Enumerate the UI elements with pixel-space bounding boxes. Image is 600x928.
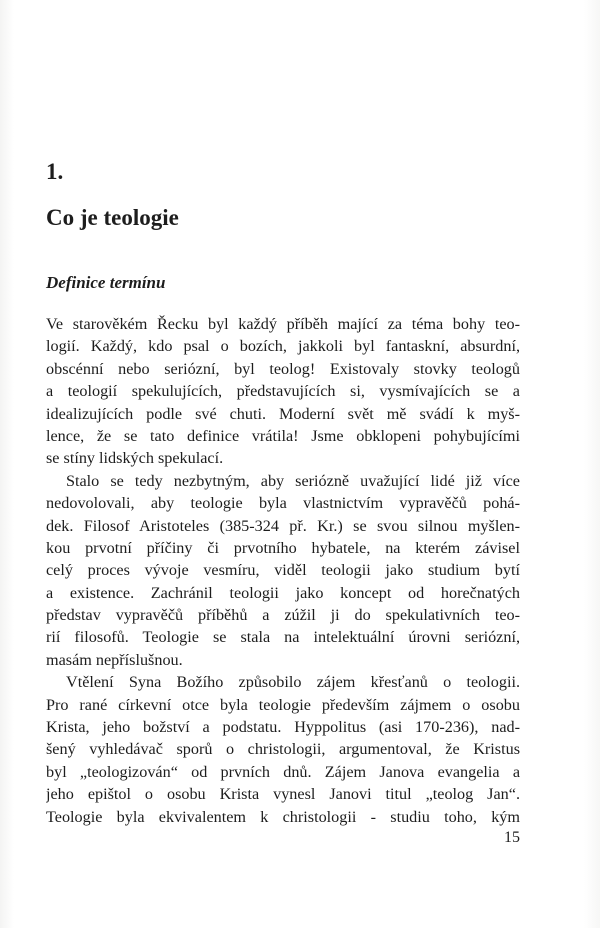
text-line: lence, že se tato definice vrátila! Jsme obklopeni pohybujícími — [46, 426, 520, 445]
text-line: Stalo se tedy nezbytným, aby seriózně uvažující lidé již více — [66, 471, 520, 490]
text-line: šený vyhledávač sporů o christologii, argumentoval, že Kristus — [46, 740, 520, 759]
text-line: představ vypravěčů příběhů a zúžil ji do spekulativních teo- — [46, 606, 520, 625]
text-line: idealizujících podle své chuti. Moderní svět mě svádí k myš- — [46, 404, 520, 423]
text-line: dek. Filosof Aristoteles (385-324 př. Kr.) se svou silnou myšlen- — [46, 516, 520, 535]
text-line: Krista, jeho božství a podstatu. Hyppolitus (asi 170-236), nad- — [46, 718, 520, 737]
text-line: Teologie byla ekvivalentem k christologii - studiu toho, kým — [46, 807, 520, 826]
text-line: a teologií spekulujících, představujících si, vysmívajících se a — [46, 382, 520, 401]
text-line: celý proces vývoje vesmíru, viděl teologii jako studium bytí — [46, 561, 520, 580]
body-text — [46, 313, 520, 828]
text-line: obscénní nebo seriózní, byl teolog! Existovaly stovky teologů — [46, 359, 520, 378]
text-line: masám nepříslušnou. — [46, 650, 183, 669]
section-title: Definice termínu — [46, 273, 166, 292]
chapter-number: 1. — [46, 159, 64, 184]
chapter-title: Co je teologie — [46, 205, 179, 230]
text-line: jeho epištol o osobu Krista vynesl Janovi titul „teolog Jan“. — [46, 785, 520, 804]
text-line: logií. Každý, kdo psal o bozích, jakkoli byl fantaskní, absurdní, — [46, 337, 520, 356]
text-line: Ve starověkém Řecku byl každý příběh mající za téma bohy teo- — [46, 315, 520, 333]
text-line: a existence. Zachránil teologii jako koncept od horečnatých — [46, 583, 520, 602]
text-line: Pro rané církevní otce byla teologie především zájmem o osobu — [46, 695, 520, 714]
text-line: se stíny lidských spekulací. — [46, 449, 224, 468]
text-line: kou prvotní příčiny či prvotního hybatele, na kterém závisel — [46, 538, 520, 557]
text-line: rií filosofů. Teologie se stala na intelektuální úrovni seriózní, — [46, 628, 520, 647]
page-number: 15 — [504, 829, 520, 846]
text-line: nedovolovali, aby teologie byla vlastnictvím vypravěčů pohá- — [46, 494, 520, 513]
text-line: byl „teologizován“ od prvních dnů. Zájem Janova evangelia a — [46, 762, 520, 781]
text-line: Vtělení Syna Božího způsobilo zájem křesťanů o teologii. — [66, 673, 520, 692]
